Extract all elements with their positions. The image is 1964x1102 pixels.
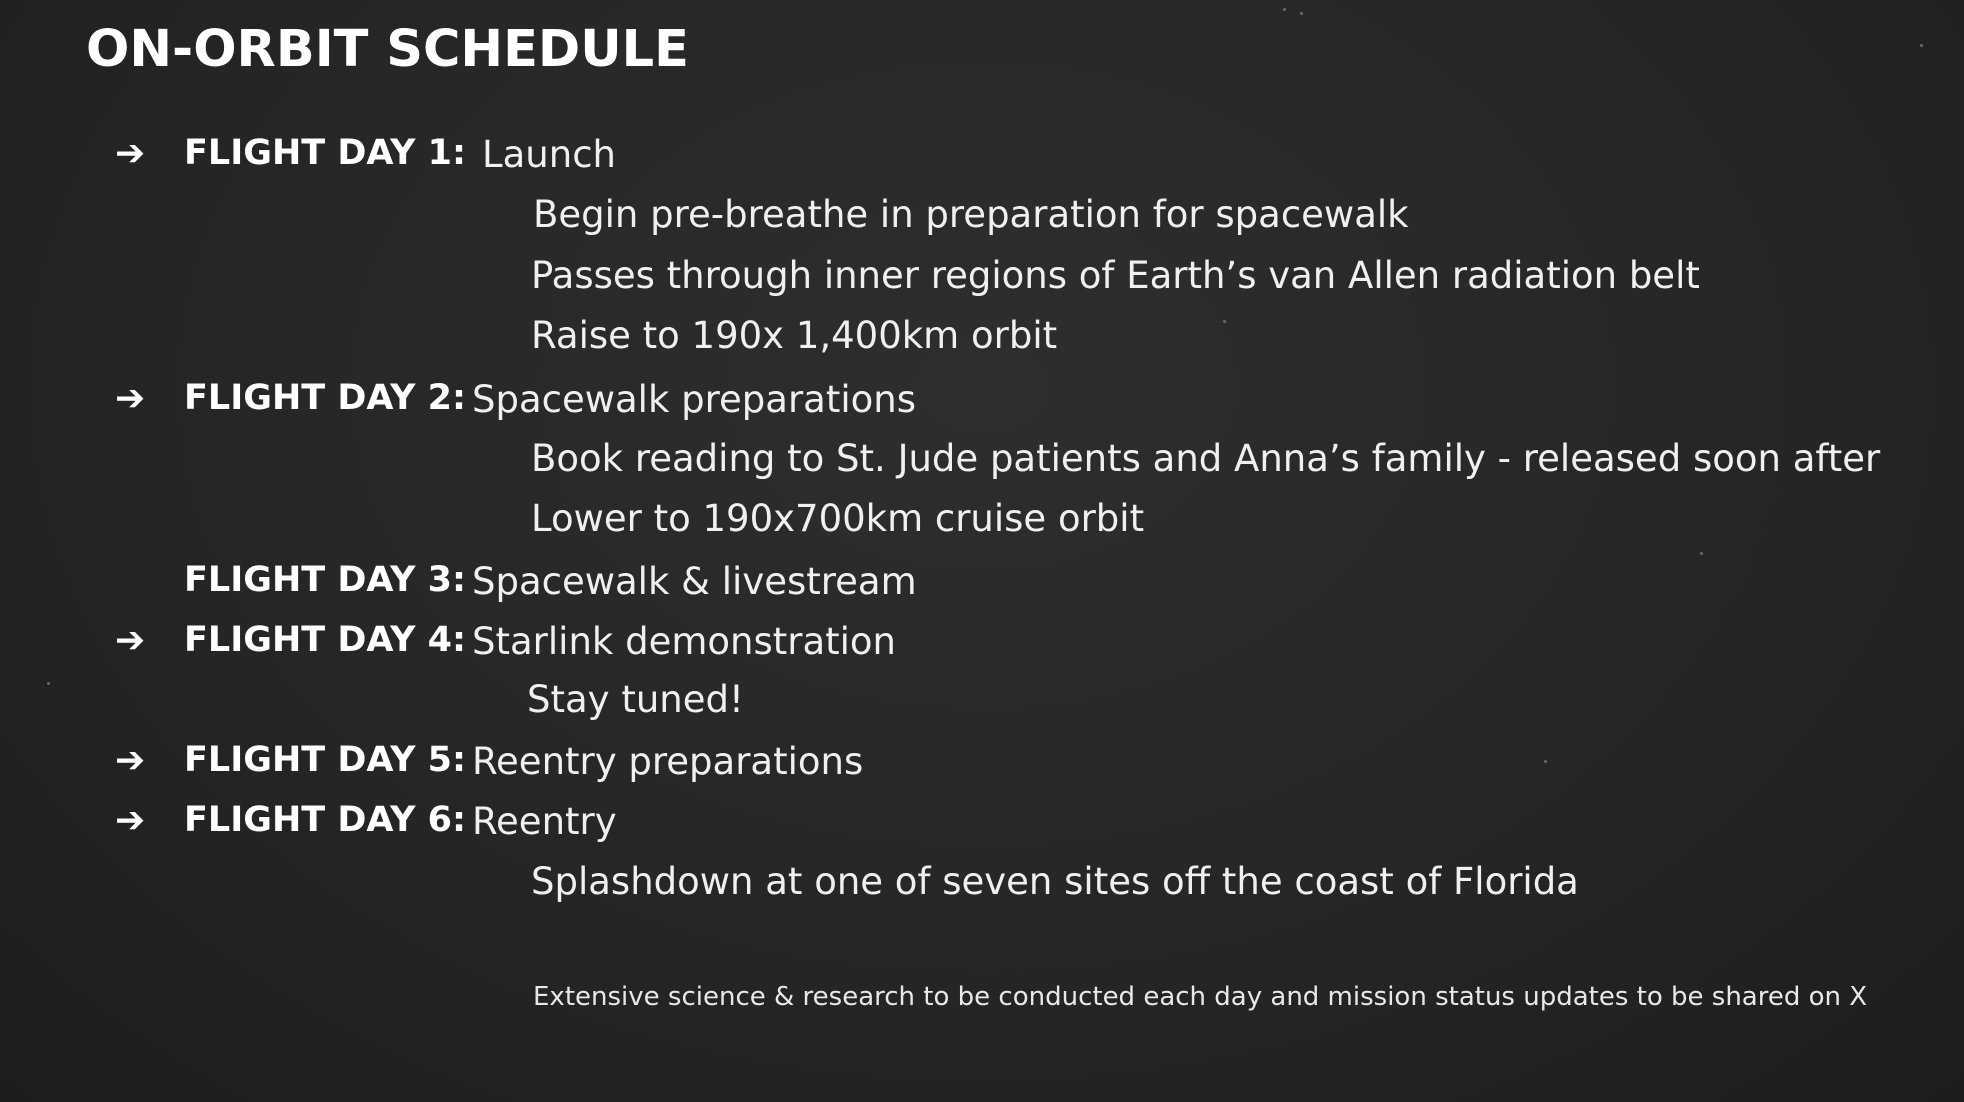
arrow-right-icon: ➔	[115, 620, 146, 661]
flight-day-2-row	[0, 376, 1964, 428]
schedule-detail: Splashdown at one of seven sites off the coast of Florida	[531, 860, 1579, 903]
flight-day-event: Starlink demonstration	[472, 620, 897, 663]
arrow-right-icon: ➔	[115, 133, 146, 174]
flight-day-3-row	[0, 558, 1964, 610]
flight-day-label: FLIGHT DAY 3:	[184, 560, 466, 600]
footnote: Extensive science & research to be conducted each day and mission status updates to be shared on X	[533, 982, 1868, 1012]
star-speck	[47, 682, 50, 685]
slide-title: ON-ORBIT SCHEDULE	[86, 20, 689, 79]
schedule-detail: Passes through inner regions of Earth’s van Allen radiation belt	[531, 254, 1700, 297]
flight-day-label: FLIGHT DAY 1:	[184, 133, 466, 173]
schedule-detail: Begin pre-breathe in preparation for spacewalk	[533, 193, 1409, 236]
flight-day-event: Reentry	[472, 800, 617, 843]
star-speck	[1300, 12, 1303, 15]
schedule-detail: Book reading to St. Jude patients and Anna’s family - released soon after	[531, 437, 1881, 480]
star-speck	[1223, 320, 1226, 323]
flight-day-event: Spacewalk preparations	[472, 378, 916, 421]
flight-day-label: FLIGHT DAY 6:	[184, 800, 466, 840]
flight-day-1-row	[0, 131, 1964, 183]
schedule-detail: Lower to 190x700km cruise orbit	[531, 497, 1145, 540]
star-speck	[1544, 760, 1547, 763]
arrow-right-icon: ➔	[115, 740, 146, 781]
flight-day-4-row	[0, 618, 1964, 670]
flight-day-label: FLIGHT DAY 5:	[184, 740, 466, 780]
arrow-right-icon: ➔	[115, 800, 146, 841]
schedule-detail: Stay tuned!	[527, 678, 744, 721]
flight-day-5-row	[0, 738, 1964, 790]
star-speck	[1920, 44, 1923, 47]
flight-day-label: FLIGHT DAY 2:	[184, 378, 466, 418]
star-speck	[1700, 552, 1703, 555]
flight-day-event: Reentry preparations	[472, 740, 864, 783]
flight-day-event: Spacewalk & livestream	[472, 560, 917, 603]
arrow-right-icon: ➔	[115, 378, 146, 419]
schedule-detail: Raise to 190x 1,400km orbit	[531, 314, 1058, 357]
flight-day-event: Launch	[482, 133, 616, 176]
flight-day-label: FLIGHT DAY 4:	[184, 620, 466, 660]
flight-day-6-row	[0, 798, 1964, 850]
star-speck	[1283, 8, 1286, 11]
